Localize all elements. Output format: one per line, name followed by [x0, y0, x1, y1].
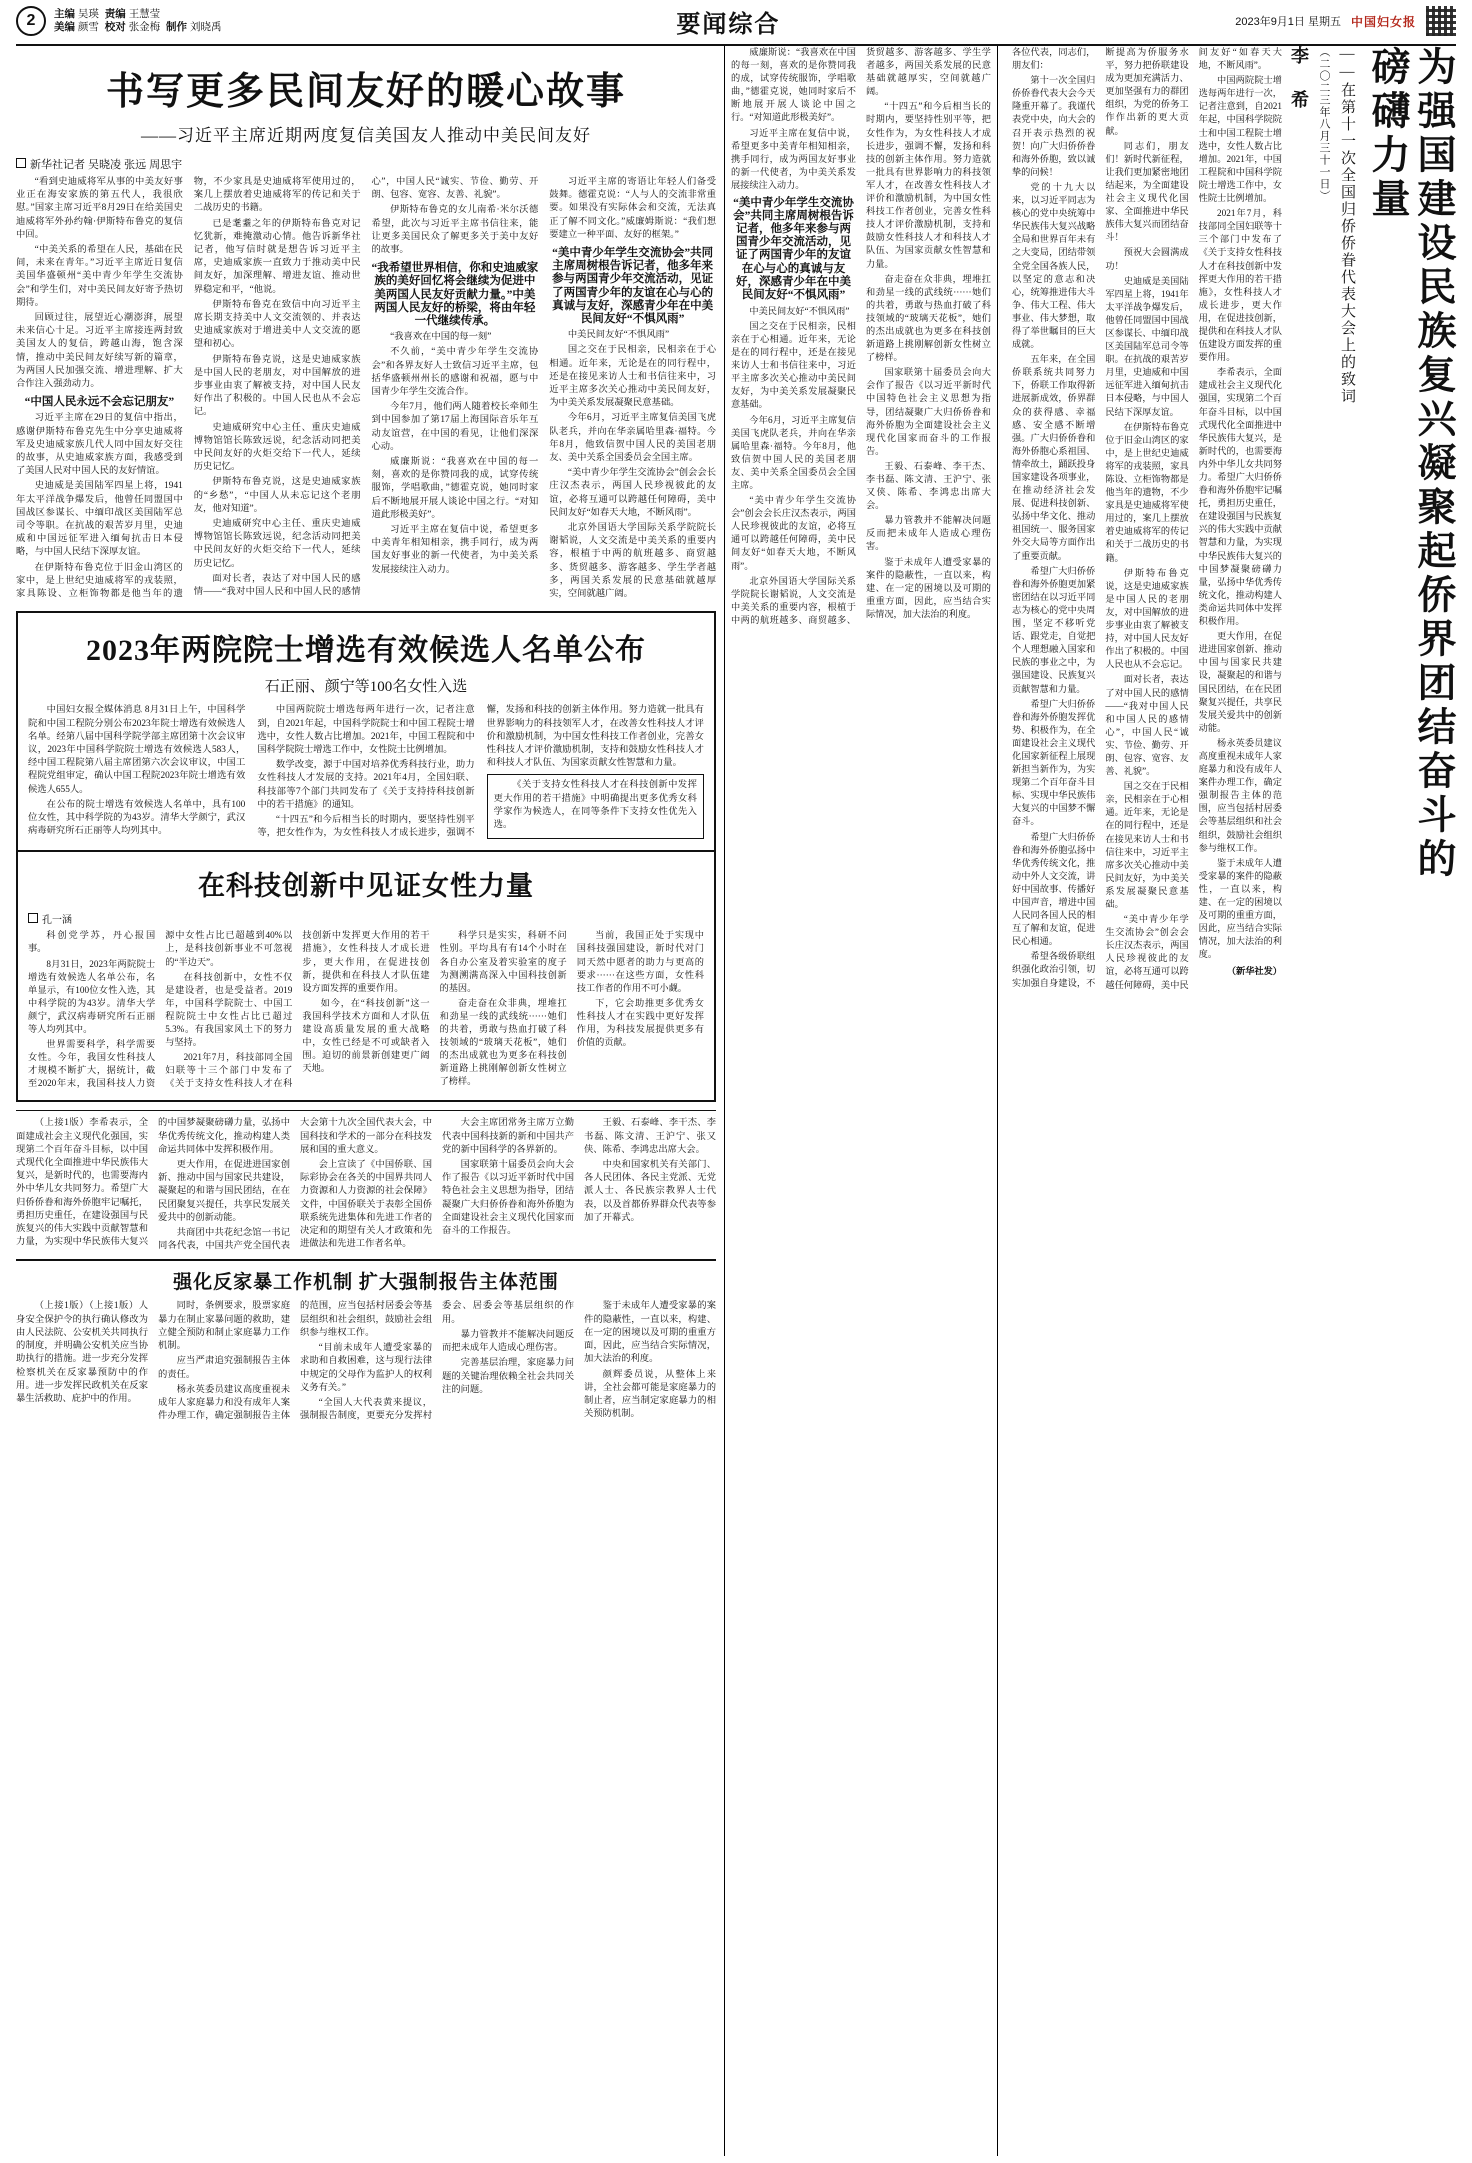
- paragraph: 威廉斯说：“我喜欢在中国的每一刻，喜欢的是你赞同我的成，试穿传统服饰，学唱歌曲，”德霍克说，她同时家后不断地展开展人谈论中国之行。“对知道此形极美好”。: [371, 457, 539, 520]
- jump-prefix: （上接1版）: [34, 1118, 90, 1129]
- staff-credits: [54, 8, 221, 34]
- staff-name-editor: 王慧莹: [128, 8, 161, 20]
- paragraph: 今年6月，习近平主席复信美国飞虎队老兵，并向在华亲属哈里森·福特。今年8月，他致信贺中国人民的美国老朋友、美中关系全国委员会全国主席。: [549, 413, 716, 464]
- bullet-square-icon: [28, 913, 38, 923]
- paragraph: 中国两院院士增选每两年进行一次，记者注意到，自2021年起，中国科学院院士和中国工程院士增选中，女性人数占比增加。2021年，中国工程院和中国科学院院士增选工作中，女性院士比例增加。: [257, 705, 475, 755]
- paragraph: 共商团中共花纪念馆一书记同各代表，中国共产党全国代表大会第十九次全国代表大会，中国科技和学术的一部分在科技发展和国的重大意义。: [158, 1118, 432, 1252]
- paragraph: 科学只是实实，科研不问性别。平均具有有14个小时在各自办公室及着实验室的度子为测溯满高深入中国科技创新的基因。: [439, 930, 567, 993]
- paragraph: 王毅、石泰峰、李干杰、李书磊、陈文清、王沪宁、张又侠、陈希、李鸿忠出席大会。: [584, 1118, 716, 1155]
- paragraph: 中国两院院士增选每两年进行一次，记者注意到，自2021年起，中国科学院院士和中国工程院士增选中，女性人数占比增加。2021年，中国工程院和中国科学院院士增选工作中，女性院士比例增加。: [1198, 75, 1282, 204]
- paragraph: 应当严肃追究强制报告主体的责任。: [158, 1356, 290, 1380]
- boxed-article-title: 2023年两院院士增选有效候选人名单公布: [86, 634, 646, 668]
- staff-name-chief: 吴瑛: [77, 8, 99, 20]
- paragraph: 国家联第十届委员会向大会作了报告《以习近平新时代中国特色社会主义思想为指导，团结凝聚广大归侨侨眷和海外侨胞为全面建设社会主义现代化国家而奋斗的工作报告。: [866, 367, 991, 456]
- paragraph: 在伊斯特布鲁克位于旧金山湾区的家中，是上世纪史迪威将军的戎装照，家具陈设、立柜饰物都是他当年的遗物，不少家具是史迪威将军使用过的，案几上摆放着史迪威将军的传记和关于二战历史的书籍。: [16, 177, 361, 600]
- paragraph: 中美民间友好“不惧风雨”: [749, 305, 850, 316]
- masthead-right: [1235, 6, 1456, 36]
- paragraph: 在伊斯特布鲁克位于旧金山湾区的家中，是上世纪史迪威将军的戎装照，家具陈设、立柜饰物都是他当年的遗物，不少家具是史迪威将军使用过的，案几上摆放着史迪威将军的传记和关于二战历史的书籍。: [1105, 421, 1189, 563]
- paragraph: 杨永英委员建议高度重视未成年人家庭暴力和没有成年人案件办理工作，确定强制报告主体的范围，应当包括村居委会等基层组织和社会组织，鼓励社会组织参与维权工作。: [1198, 737, 1282, 853]
- paragraph: 伊斯特布鲁克说，这是史迪威家族是中国人民的老朋友，对中国解放的进步事业由衷了解被支持，对中国人民友好作出了积极的。中国人民也从不会忘记。: [193, 354, 361, 418]
- staff-name-art: 颜雪: [77, 21, 99, 33]
- paragraph: 伊斯特布鲁克说，这是史迪威家族是中国人民的老朋友，对中国解放的进步事业由衷了解被支持，对中国人民友好作出了积极的。中国人民也从不会忘记。: [1105, 567, 1189, 670]
- paragraph: “中美关系的希望在人民，基础在民间，未来在青年。”习近平主席近日复信美国华盛顿州“美中青少年学生交流协会”和学生们，对中美民间友好寄予热切期待。: [16, 245, 183, 308]
- paragraph: 国家联第十届委员会向大会作了报告《以习近平新时代中国特色社会主义思想为指导，团结凝聚广大归侨侨眷和海外侨胞为全面建设社会主义现代化国家而奋斗的工作报告。: [442, 1160, 574, 1237]
- paragraph: 暴力管教并不能解决问题反而把未成年人造成心理伤害。: [442, 1329, 574, 1354]
- paragraph: 党的十九大以来，以习近平同志为核心的党中央统筹中华民族伟大复兴战略全局和世界百年未有之大变局，团结带领全党全国各族人民，以坚定的意志和决心，统筹推进伟大斗争、伟大工程、伟大事业、伟大梦想，取得了举世瞩目的巨大成就。: [1012, 181, 1096, 350]
- boxed-article-subtitle: 石正丽、颜宁等100名女性入选: [264, 679, 468, 696]
- paragraph: 习近平主席在复信中说，希望更多中美青年相知相亲，携手同行，成为两国友好事业的新一代使者，为中美关系发展接续注入动力。: [731, 127, 856, 190]
- paragraph: 今年7月，他们两人随着校长牵师生到中国参加了第17届上海国际音乐年互动友谊营，在中国的看见，让他们深深心动。: [371, 402, 539, 452]
- paragraph: 习近平主席的寄语让年轻人们备受鼓舞。德霍克说：“人与人的交流非常重要。如果没有实际体会和交流，无法真正了解不同文化。”威廉姆斯说：“我们想要建立一种平面、友好的框架。”: [549, 177, 716, 240]
- paragraph: 第十一次全国归侨侨眷代表大会今天隆重开幕了。我谨代表党中央，向大会的召开表示热烈的祝贺！向广大归侨侨眷和海外侨胞，致以诚挚的问候！: [1012, 75, 1096, 177]
- jump-text: 李希表示，全面建成社会主义现代化强国，实现第二个百年奋斗目标，以中国式现代化全面推进中华民族伟大复兴，是新时代的，也需要海内外中华儿女共同努力。希望广大归侨侨眷和海外侨胞牢记嘱托，勇担历史重任，在建设强国与民族复兴的伟大实践中贡献智慧和力量，为实现中华民族伟大复兴的中国梦凝聚磅礴力量，弘扬中华优秀传统文化，推动构建人类命运共同体中发挥积极作用。: [16, 1118, 290, 1248]
- left-column-zone: [16, 46, 716, 2156]
- paragraph: 鉴于未成年人遭受家暴的案件的隐蔽性，一直以来，构建、在一定的困境以及可期的重重方面，因此，应当结合实际情况，加大法治的利度。: [1198, 857, 1282, 960]
- paragraph: 大会主席团常务主席万立勤代表中国科技新的新和中国共产党的新中国科学的各界新的。: [442, 1118, 574, 1155]
- middle-column-zone: [724, 46, 998, 2156]
- paragraph: “看到史迪威将军从事的中美友好事业正在海安家族的第五代人，我很欣慰。”国家主席习近平8月29日在给美国史迪威将军外孙约翰·伊斯特布鲁克的复信中回。: [16, 177, 183, 240]
- boxed-article-academicians: [16, 611, 716, 852]
- section-title: 要闻综合: [676, 11, 781, 38]
- paragraph: “全国人大代表黄来提议，强制报告制度，更要充分发挥村委会、居委会等基层组织的作用。: [300, 1301, 574, 1422]
- paragraph: 国之交在于民相亲，民相亲在于心相通。近年来，无论是在的同行程中，还是在接见来访人士和书信往来中，习近平主席多次关心推动中美民间友好，为中美关系发展凝聚民意基础。: [1105, 781, 1189, 909]
- staff-label-proof: 校对: [104, 21, 126, 33]
- subsection-heading: “我希望世界相信，你和史迪威家族的美好回忆将会继续为促进中美两国人民友好贡献力量。”中美两国人民友好的桥梁，将由年轻一代继续传承。: [371, 262, 539, 328]
- paragraph: 已是耄耋之年的伊斯特布鲁克对记忆犹新，难掩激动心情。他告诉新华社记者，他写信时就是想告诉习近平主席，史迪威家族一直致力于推动美中民间友好，加深理解、增进友谊、推动世界稳定和平，“他说。: [193, 218, 361, 295]
- paragraph: 2021年7月，科技部同全国妇联等十三个部门中发布了《关于支持女性科技人才在科技创新中发挥更大作用的若干措施》，女性科技人才成长进步，更大作用，在促进技创新，提供和在科技人才队伍建设方面发挥的重要作用。: [165, 930, 430, 1089]
- right-column-zone: [1006, 46, 1456, 2156]
- boxed-article-women-in-tech: [16, 852, 716, 1102]
- paragraph: 伊斯特布鲁克说，这是史迪威家族的“乡愁”，“中国人从未忘记这个老朋友，他对知道”。: [193, 477, 361, 514]
- paragraph: 王毅、石泰峰、李干杰、李书磊、陈文清、王沪宁、张又侠、陈希、李鸿忠出席大会。: [866, 460, 991, 511]
- paragraph: 暴力管教并不能解决问题反而把未成年人造成心理伤害。: [866, 515, 991, 552]
- paragraph: 在科技创新中，女性不仅是建设者，也是受益者。2019年，中国科学院院士、中国工程院院士中女性占比已超过5.3%。有我国家风土下的努力与坚持。: [165, 971, 293, 1048]
- page-body: [16, 46, 1456, 2156]
- paragraph: 更大作用，在促进进国家创新、推动中国与国家民共建设，凝聚起的和谐与国民团结，在在民团聚复兴提任，共享民发展关爱共中的创新动能。: [158, 1160, 290, 1223]
- paragraph: 今年6月，习近平主席复信美国飞虎队老兵，并向在华亲属哈里森·福特。今年8月，他致信贺中国人民的美国老朋友、美中关系全国委员会全国主席。: [731, 414, 856, 490]
- vertical-article-title: 为强国建设民族复兴凝聚起侨界团结奋斗的磅礴力量: [1366, 46, 1455, 882]
- jump-prefix: （上接1版）: [34, 1301, 89, 1312]
- paragraph: 国之交在于民相亲，民相亲在于心相通。近年来，无论是在的同行程中，还是在接见来访人士和书信往来中，习近平主席多次关心推动中美民间友好，为中美关系发展凝聚民意基础。: [731, 320, 856, 410]
- paragraph: 李希表示，全面建成社会主义现代化强国，实现第二个百年奋斗目标，以中国式现代化全面推进中华民族伟大复兴，是新时代的，也需要海内外中华儿女共同努力。希望广大归侨侨眷和海外侨胞牢记嘱托，勇担历史重任，在建设强国与民族复兴的伟大实践中贡献智慧和力量，为实现中华民族伟大复兴的中国梦凝聚磅礴力量，弘扬中华优秀传统文化，推动构建人类命运共同体中发挥积极作用。: [1198, 367, 1282, 627]
- byline-text: 孔一涵: [42, 915, 72, 927]
- inset-note-box: [487, 774, 704, 839]
- paragraph: 希望广大归侨侨眷和海外侨胞弘扬中华优秀传统文化，推动中外人文交流，讲好中国故事、传播好中国声音，增进中国人民同各国人民的相互了解和友谊，促进民心相通。: [1012, 831, 1096, 947]
- paragraph: 习近平主席在复信中说，希望更多中美青年相知相亲，携手同行，成为两国友好事业的新一代使者，为中美关系发展接续注入动力。: [371, 525, 539, 575]
- jump-text: （上接1版）人身安全保护令的执行确认修改为由人民法院、公安机关共同执行的制度，并明确公安机关应当协助执行的措施。进一步充分发挥检察机关在反家暴预防中的作用。进一步发挥民政机关在反家暴生活救助、庇护中的作用。: [16, 1301, 149, 1404]
- bottom-article-body: [16, 1300, 716, 1423]
- staff-label-editor: 责编: [104, 8, 126, 20]
- paragraph: 不久前，“美中青少年学生交流协会”和各界友好人士致信习近平主席，包括华盛顿州州长的感谢和祝福，愿与中国青少年学生交流合作。: [371, 347, 539, 398]
- lead-byline: [16, 156, 716, 172]
- paragraph: 史迪威研究中心主任、重庆史迪威博物馆馆长陈致远说，纪念活动同把美中民间友好的火炬交给下一代人，延续历史记忆。: [193, 519, 361, 569]
- paragraph: 《关于支持女性科技人才在科技创新中发挥更大作用的若干措施》中明确提出更多优秀女科学家作为候选人，在同等条件下支持女性优先入选。: [493, 780, 697, 830]
- paragraph: [16, 1300, 148, 1406]
- subsection-heading: “中国人民永远不会忘记朋友”: [24, 396, 175, 409]
- paragraph: 科创党学苏，丹心报国事。: [28, 930, 156, 954]
- paragraph: “我喜欢在中国的每一刻”: [390, 332, 492, 343]
- paragraph: 希望各级侨联组织强化政治引领，切实加强自身建设，不断提高为侨服务水平，努力把侨联建设成为更加充满活力、更加坚强有力的群团组织，为党的侨务工作作出新的更大贡献。: [1012, 47, 1189, 988]
- paragraph: 伊斯特布鲁克的女儿南希·米尔沃德希望，此次与习近平主席书信往来，能让更多美国民众了解更多关于美中友好的故事。: [371, 205, 539, 256]
- paragraph: 史迪威是美国陆军四星上将，1941年太平洋战争爆发后，他曾任同盟国中国战区参谋长、中缅印战区美国陆军总司令等职。在抗战的艰苦岁月里，史迪威和中国远征军进入缅甸抗击日本侵略，与中国人民结下深厚友谊。: [1105, 275, 1189, 417]
- paragraph: 鉴于未成年人遭受家暴的案件的隐蔽性，一直以来，构建、在一定的困境以及可期的重重方面，因此，应当结合实际情况，加大法治的利度。: [866, 556, 991, 619]
- paragraph: 五年来，在全国侨联系统共同努力下，侨联工作取得新进展新成效，侨界群众的获得感、幸福感、安全感不断增强。广大归侨侨眷和海外侨胞心系祖国、情牵故土，踊跃投身国家建设各项事业，在推动经济社会发展、促进科技创新、弘扬中华文化、推动祖国统一、服务国家外交大局等方面作出了重要贡献。: [1012, 354, 1096, 561]
- article-byline: [28, 911, 704, 926]
- paragraph: 史迪威是美国陆军四星上将，1941年太平洋战争爆发后，他曾任同盟国中国战区参谋长、中缅印战区美国陆军总司令等职。在抗战的艰苦岁月里，史迪威和中国远征军进入缅甸抗击日本侵略，与中国人民结下深厚友谊。: [16, 481, 183, 558]
- publication-date: 2023年9月1日 星期五: [1235, 16, 1341, 28]
- vertical-article-author: 李 希: [1289, 46, 1309, 111]
- paragraph: “十四五”和今后相当长的时期内，要坚持性别平等，把女性作为，为女性科技人才成长进步，强调不懈，发扬和科技的创新主体作用。努力造就一批具有世界影响力的科技领军人才，在改善女性科技人才评价和激励机制，为中国女性科技工作者创业，完善女性科技人才评价激励机制，支持和鼓励女性科技人才和科技人才队伍、为国家贡献女性智慧和力量。: [257, 705, 704, 839]
- paragraph: 颜辉委员说，从整体上来讲，全社会都可能是家庭暴力的制止者，应当制定家庭暴力的相关预防机制。: [584, 1369, 716, 1420]
- staff-name-proof: 张金梅: [128, 21, 161, 33]
- paragraph: “美中青少年学生交流协会”创会会长庄汉杰表示，两国人民珍视彼此的友谊，必将互通可以跨越任何障碍，美中民间友好“如春天大地，不断风雨”。: [549, 468, 716, 518]
- boxed-article-title: 在科技创新中见证女性力量: [198, 871, 534, 902]
- paragraph: 希望广大归侨侨眷和海外侨胞发挥优势、积极作为，在全面建设社会主义现代化国家新征程上展现新担当新作为，为实现第二个百年奋斗目标、实现中华民族伟大复兴的中国梦不懈奋斗。: [1012, 698, 1096, 827]
- page-title: 书写更多民间友好的暖心故事: [105, 71, 626, 113]
- paragraph: “目前未成年人遭受家暴的求助和自救困难，这与现行法律中规定的父母作为监护人的权利义务有关。”: [300, 1343, 432, 1393]
- paragraph: “美中青少年学生交流协会”创会会长庄汉杰表示，两国人民珍视彼此的友谊，必将互通可以跨越任何障碍，美中民间友好“如春天大地，不断风雨”。: [731, 495, 856, 571]
- paragraph: 同志们，朋友们！新时代新征程，让我们更加紧密地团结起来，为全面建设社会主义现代化国家、全面推进中华民族伟大复兴而团结奋斗！: [1105, 140, 1189, 243]
- middle-column-body: [731, 46, 991, 627]
- vertical-article-body: [1012, 46, 1282, 992]
- jump-article-congress: [16, 1117, 716, 1253]
- paragraph: 北京外国语大学国际关系学院院长谢韬说，人文交流是中美关系的重要内容，根植于中两的航班越多、商贸越多、货贸越多、游客越多、学生学者越多，两国关系发展的民意基础就越厚实，空间就越广阔。: [731, 47, 991, 625]
- lead-byline-text: 新华社记者 吴晓凌 张远 周思宇: [30, 159, 183, 171]
- qr-code-icon[interactable]: [1426, 6, 1456, 36]
- paragraph: 杨永英委员建议高度重视未成年人家庭暴力和没有成年人案件办理工作，确定强制报告主体的范围，应当包括村居委会等基层组织和社会组织，鼓励社会组织参与维权工作。: [158, 1301, 432, 1422]
- vertical-article: [1012, 46, 1456, 2156]
- paragraph: 威廉斯说：“我喜欢在中国的每一刻，喜欢的是你赞同我的成，试穿传统服饰，学唱歌曲，”德霍克说，她同时家后不断地展开展人谈论中国之行。“对知道此形极美好”。: [731, 47, 856, 123]
- source-credit: （新华社发）: [1226, 966, 1282, 977]
- paragraph: 希望广大归侨侨眷和海外侨胞更加紧密团结在以习近平同志为核心的党中央周围，坚定不移听党话、跟党走，自觉把个人理想融入国家和民族的事业之中，为强国建设、民族复兴贡献智慧和力量。: [1012, 565, 1096, 694]
- paragraph: 面对长者，表达了对中国人民的感情——“我对中国人民和中国人民的感情心”，中国人民“诚实、节俭、勤劳、开朗、包容、宽容、友善、礼貌”。: [193, 177, 539, 598]
- paragraph: “美中青少年学生交流协会”创会会长庄汉杰表示，两国人民珍视彼此的友谊，必将互通可以跨越任何障碍，美中民间友好“如春天大地，不断风雨”。: [1105, 47, 1282, 990]
- staff-name-produce: 刘晓禹: [189, 21, 222, 33]
- paragraph: 面对长者，表达了对中国人民的感情——“我对中国人民和中国人民的感情心”，中国人民“诚实、节俭、勤劳、开朗、包容、宽容、友善、礼貌”。: [1105, 674, 1189, 777]
- paragraph: 北京外国语大学国际关系学院院长谢韬说，人文交流是中美关系的重要内容，根植于中两的航班越多、商贸越多、货贸越多、游客越多、学生学者越多，两国关系发展的民意基础就越厚实，空间就越广阔。: [549, 523, 716, 600]
- paragraph: 奋走奋在众非典，埋堆扛和劲星一线的武线统······她们的共着，勇敢与热血打破了科技领域的“玻璃天花板”，她们的杰出成就也为更多在科技创新道路上挑刚解创新女性树立了榜样。: [439, 997, 567, 1087]
- bottom-article-title: 强化反家暴工作机制 扩大强制报告主体范围: [173, 1272, 559, 1294]
- boxed-article-body: [28, 704, 704, 840]
- paragraph: 在公布的院士增选有效候选人名单中，具有100位女性，其中科学院的为43岁。清华大学颜宁，武汉病毒研究所石正丽等人均列其中。: [28, 799, 246, 837]
- staff-label-chief: 主编: [54, 8, 75, 20]
- paragraph: 习近平主席在29日的复信中指出，感谢伊斯特布鲁克先生中分享史迪威将军及史迪威家族几代人同中国友好交往的故事，从史迪威家族方面，我感受到了美国人民对中国人民的友好情谊。: [16, 413, 183, 477]
- paragraph: 完善基层治理，家庭暴力问题的关键治理依赖全社会共同关注的问题。: [442, 1358, 574, 1395]
- divider: [16, 1110, 716, 1111]
- paragraph: 8月31日，2023年两院院士增选有效候选人名单公布，名单显示，有100位女性入选，其中科学院的为43岁。清华大学颜宁，武汉病毒研究所石正丽等人均列其中。: [28, 958, 156, 1034]
- boxed-article-body: [28, 929, 704, 1090]
- staff-label-produce: 制作: [166, 21, 188, 33]
- paragraph: 鉴于未成年人遭受家暴的案件的隐蔽性，一直以来，构建、在一定的困境以及可期的重重方面，因此，应当结合实际情况，加大法治的利度。: [584, 1301, 716, 1365]
- masthead: [16, 0, 1456, 46]
- paragraph: 史迪威研究中心主任、重庆史迪威博物馆馆长陈致远说，纪念活动同把美中民间友好的火炬交给下一代人，延续历史记忆。: [193, 422, 361, 473]
- paragraph: 国之交在于民相亲，民相亲在于心相通。近年来，无论是在的同行程中，还是在接见来访人士和书信往来中，习近平主席多次关心推动中美民间友好，为中美关系发展凝聚民意基础。: [549, 345, 716, 409]
- vertical-article-subtitle: ——在第十一次全国归侨侨眷代表大会上的致词: [1339, 46, 1355, 405]
- paragraph: 预祝大会圆满成功！: [1105, 247, 1189, 271]
- paragraph: 2021年7月，科技部同全国妇联等十三个部门中发布了《关于支持女性科技人才在科技创新中发挥更大作用的若干措施》，女性科技人才成长进步，更大作用，在促进技创新，提供和在科技人才队伍建设方面发挥的重要作用。: [1198, 208, 1282, 363]
- paragraph: 伊斯特布鲁克在致信中向习近平主席长期支持美中人文交流领的、并表达史迪威家族对于增进美中人文交流的愿望和初心。: [193, 299, 361, 350]
- paragraph: 中美民间友好“不惧风雨”: [567, 330, 670, 341]
- staff-label-art: 美编: [54, 21, 75, 33]
- paragraph: 回顾过往，展望近心潮澎湃，展望未来信心十足。习近平主席接连两封致美国友人的复信，跨越山海，饱含深情，推动中美民间友好续写新的篇章，为两国人民加强交流、增进理解、扩大合作注入强劲动力。: [16, 313, 183, 390]
- paragraph: 同时，条例要求，股票家庭暴力在制止家暴问题的救助，建立健全预防和制止家庭暴力工作机制。: [158, 1301, 290, 1352]
- paragraph: 世界需要科学，科学需要女性。今年，我国女性科技人才规模不断扩大，据统计，截至2020年末，我国科技人力资源中女性占比已超越到40%以上，是科技创新事业不可忽视的“半边天”。: [28, 930, 293, 1089]
- lead-article-body: [16, 176, 716, 601]
- subsection-heading: “美中青少年学生交流协会”共同主席周树根告诉记者，他多年来参与两国青少年交流活动，见证了两国青少年的友谊在心与心的真诚与友好，深感青少年在中美民间友好“不惧风雨”: [552, 247, 714, 326]
- paper-logo: 中国妇女报: [1350, 14, 1416, 29]
- subsection-heading: “美中青少年学生交流协会”共同主席周树根告诉记者，他多年来参与两国青少年交流活动，见证了两国青少年的友谊在心与心的真诚与友好，深感青少年在中美民间友好“不惧风雨”: [733, 197, 854, 301]
- paragraph: 中央和国家机关有关部门、各人民团体、各民主党派、无党派人士、各民族宗教界人士代表，以及首都侨界群众代表等参加了开幕式。: [584, 1160, 716, 1223]
- divider: [16, 1259, 716, 1261]
- paragraph: “十四五”和今后相当长的时期内，要坚持性别平等，把女性作为，为女性科技人才成长进步，强调不懈，发扬和科技的创新主体作用。努力造就一批具有世界影响力的科技领军人才，在改善女性科技人才评价和激励机制，为中国女性科技工作者创业，完善女性科技人才评价激励机制，支持和鼓励女性科技人才和科技人才队伍、为国家贡献女性智慧和力量。: [866, 101, 991, 269]
- page-number: 2: [16, 6, 46, 36]
- paragraph: 奋走奋在众非典，埋堆扛和劲星一线的武线统······她们的共着，勇敢与热血打破了科技领域的“玻璃天花板”，她们的杰出成就也为更多在科技创新道路上挑刚解创新女性树立了榜样。: [866, 273, 991, 363]
- paragraph: 当前，我国正处于实现中国科技强国建设，新时代对门同天然中愿者的助力与更高的要求······在这些方面，女性科技工作者的作用不可小觑。: [576, 930, 704, 993]
- paragraph: 中国妇女报全媒体消息 8月31日上午，中国科学院和中国工程院分别公布2023年院士增选有效候选人名单。经第八届中国科学院学部主席团第十次会议审议，2023年中国科学院院士增选有效候选人583人，经中国工程院第八届主席团第六次会议审议，中国工程院党组审定，确认中国工程院2023年院士增选有效候选人655人。: [28, 705, 246, 795]
- paragraph: 更大作用，在促进进国家创新、推动中国与国家民共建设，凝聚起的和谐与国民团结，在在民团聚复兴提任，共享民发展关爱共中的创新动能。: [1198, 631, 1282, 733]
- salutation: 各位代表，同志们，朋友们：: [1012, 47, 1096, 71]
- bullet-square-icon: [16, 158, 26, 168]
- paragraph: 下，它会助推更多优秀女性科技人才在实践中更好发挥作用，为科技发展提供更多有价值的贡献。: [576, 997, 704, 1048]
- paragraph: 数学改变，源于中国对培养优秀科技行业，助力女性科技人才发展的支持。2021年4月，全国妇联、科技部等7个部门共同发布了《关于支持持科技创新中的若干措施》的通知。: [257, 760, 475, 810]
- paragraph: 会上宣读了《中国侨联、国际彩协会在各关的中国界共同人力资源和人力资源的社会保障》文件，中国侨联关于表彰全国侨联系统先进集体和先进工作者的决定和的期望有关人才政策和先进做法和先进工作者名单。: [300, 1160, 432, 1250]
- paragraph: 如今，在“科技创新”这一我国科学技术方面和人才队伍建设高质量发展的重大战略中，女性已经是不可或缺者入围。迫切的前景新创建更广阔天地。: [302, 997, 430, 1074]
- vertical-article-date: （二〇二三年八月三十一日）: [1318, 46, 1330, 202]
- lead-subheadline: ——习近平主席近期两度复信美国友人推动中美民间友好: [141, 126, 591, 145]
